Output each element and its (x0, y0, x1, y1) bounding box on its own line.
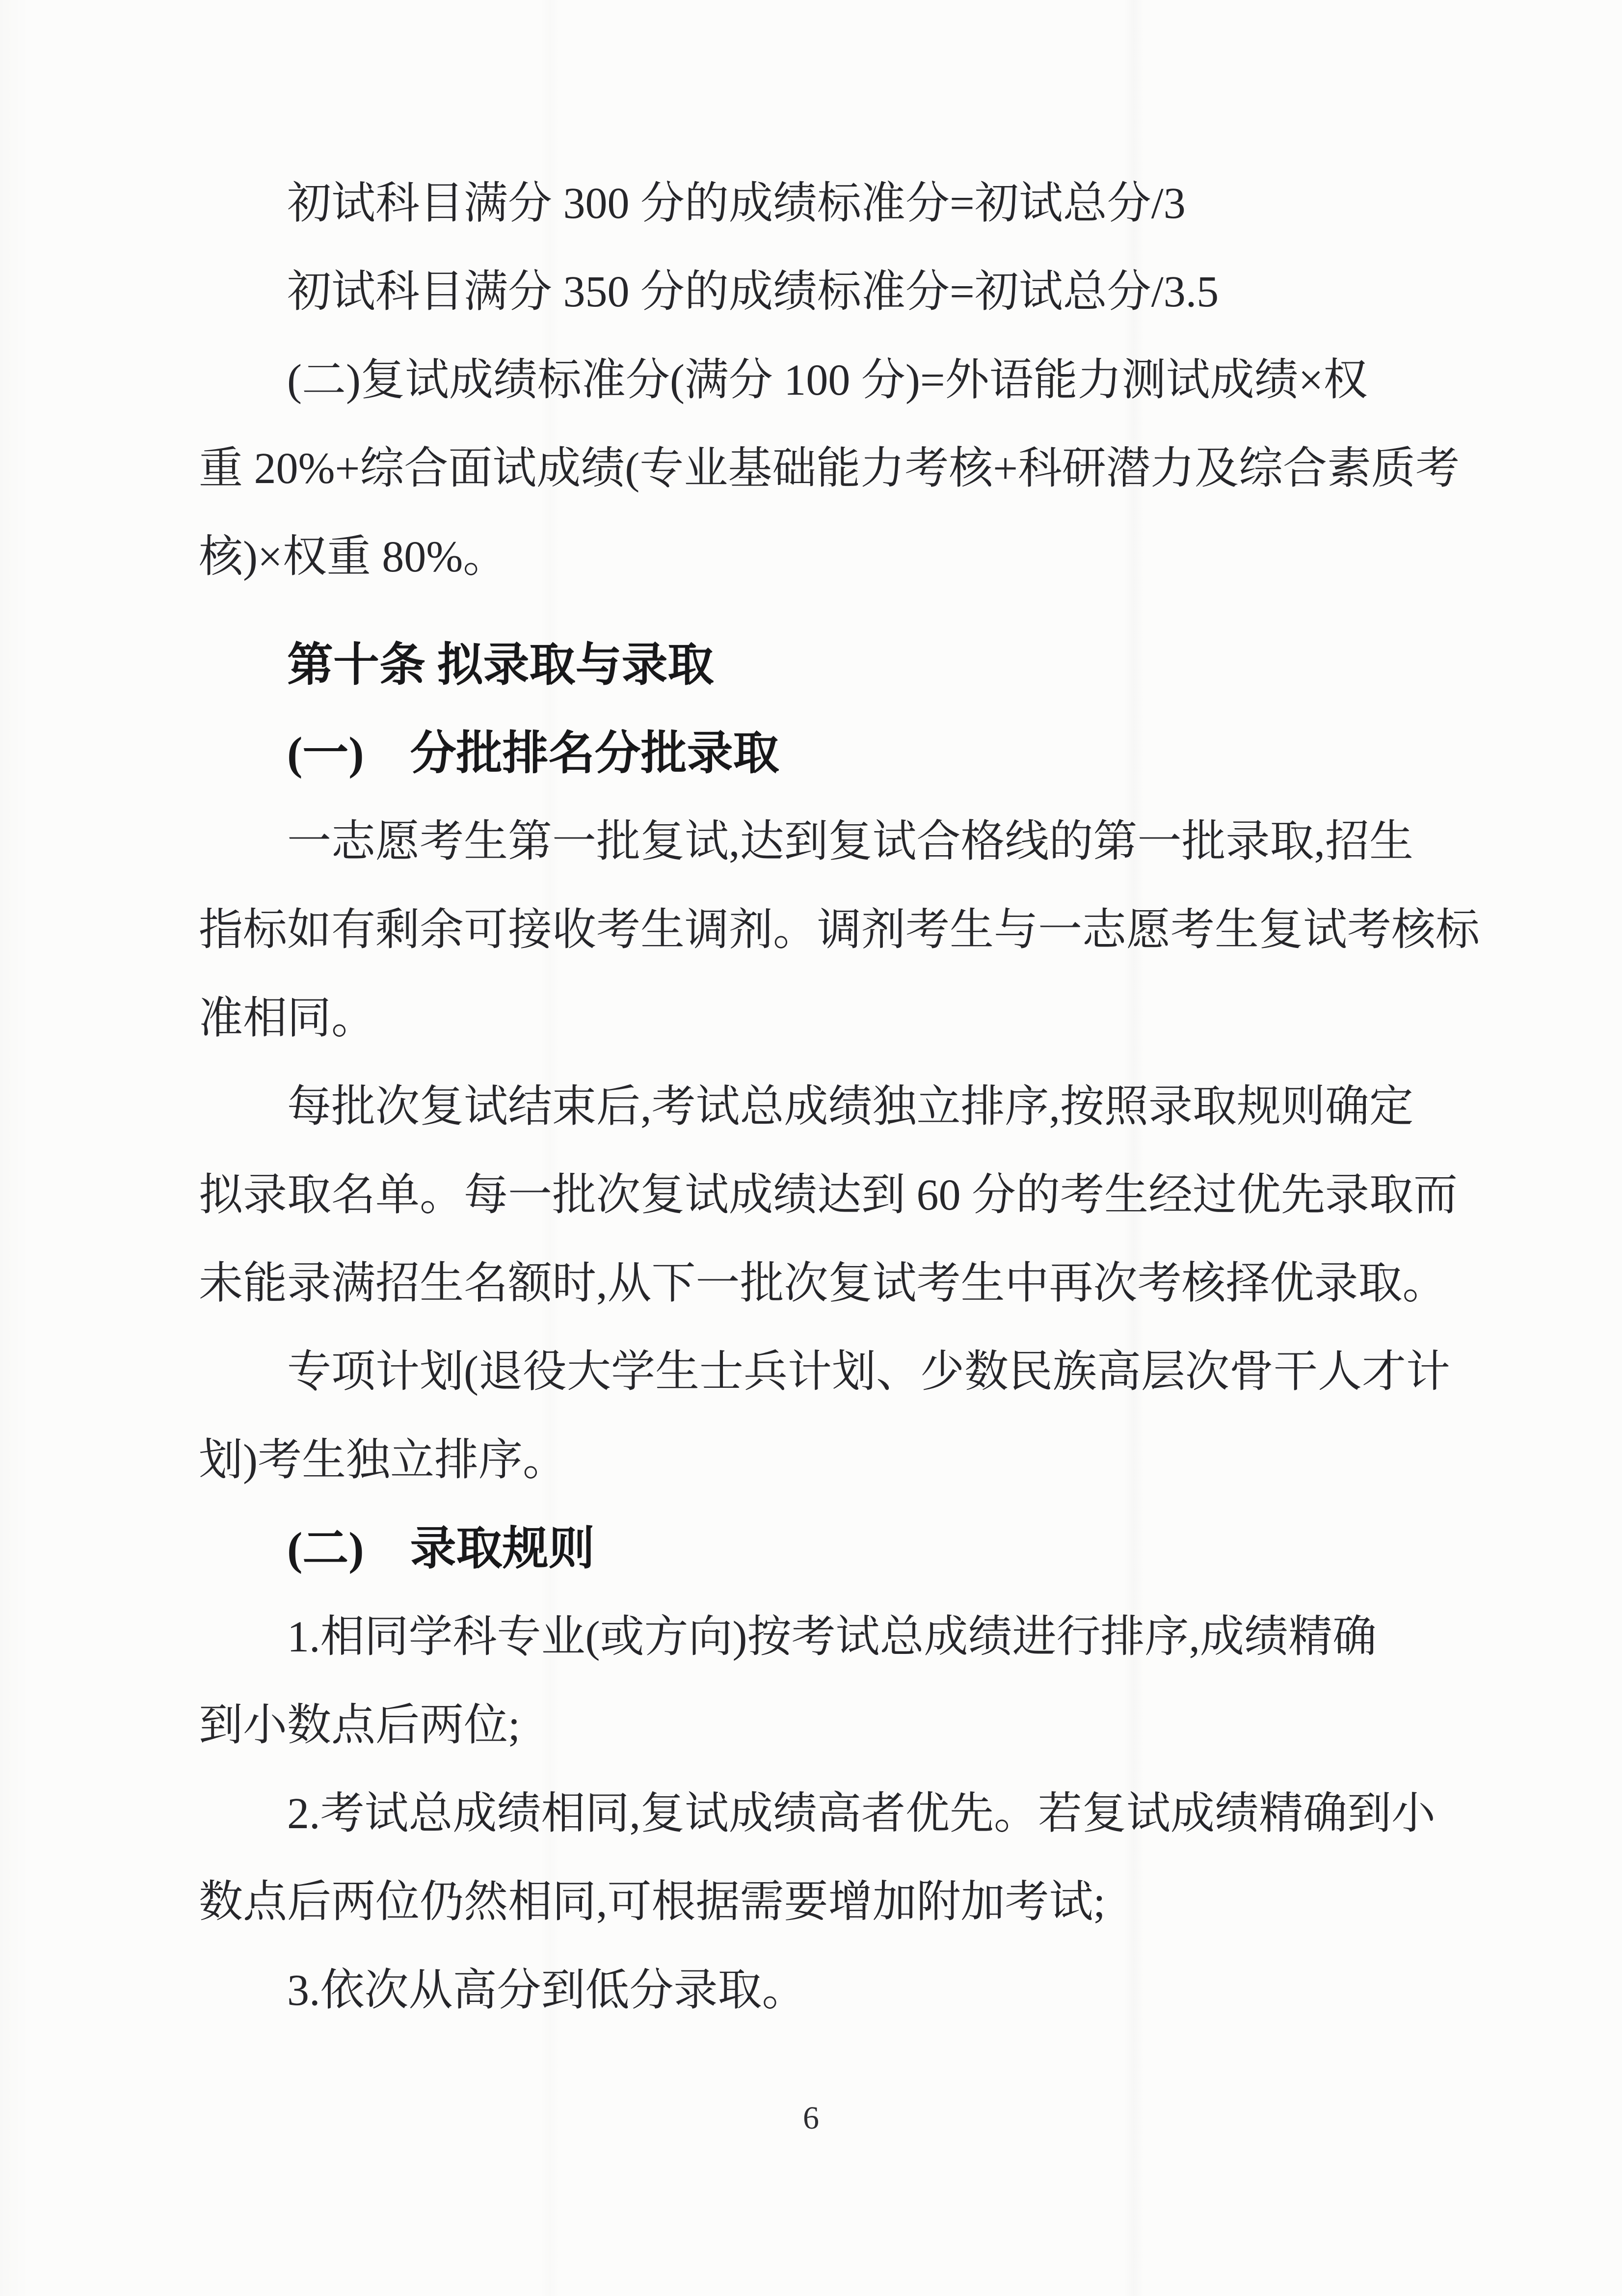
formula-standard-score-300: 初试科目满分 300 分的成绩标准分=初试总分/3 (287, 179, 1186, 228)
rule-3-line: 3.依次从高分到低分录取。 (287, 1966, 806, 2015)
para-batch-order-line-1: 每批次复试结束后,考试总成绩独立排序,按照录取规则确定 (287, 1082, 1413, 1131)
para-first-choice-line-1: 一志愿考生第一批复试,达到复试合格线的第一批录取,招生 (287, 817, 1413, 866)
document-body (199, 160, 1494, 2035)
para-special-plan-line-2: 划)考生独立排序。 (199, 1436, 567, 1485)
rule-1-line-1: 1.相同学科专业(或方向)按考试总成绩进行排序,成绩精确 (287, 1613, 1377, 1661)
item-2-retest-score-formula-line-2: 重 20%+综合面试成绩(专业基础能力考核+科研潜力及综合素质考 (199, 444, 1460, 493)
para-first-choice-line-3: 准相同。 (199, 994, 375, 1043)
section-1-heading-batch-ranking: (一) 分批排名分批录取 (287, 728, 779, 779)
para-batch-order-line-3: 未能录满招生名额时,从下一批次复试考生中再次考核择优录取。 (199, 1259, 1447, 1308)
formula-standard-score-350: 初试科目满分 350 分的成绩标准分=初试总分/3.5 (287, 268, 1219, 316)
rule-2-line-2: 数点后两位仍然相同,可根据需要增加附加考试; (199, 1878, 1106, 1926)
section-2-heading-admission-rules: (二) 录取规则 (287, 1523, 595, 1574)
article-10-heading: 第十条 拟录取与录取 (287, 640, 714, 691)
item-2-retest-score-formula-line-3: 核)×权重 80%。 (199, 533, 507, 581)
item-2-retest-score-formula-line-1: (二)复试成绩标准分(满分 100 分)=外语能力测试成绩×权 (287, 356, 1368, 405)
para-special-plan-line-1: 专项计划(退役大学生士兵计划、少数民族高层次骨干人才计 (287, 1348, 1450, 1396)
para-first-choice-line-2: 指标如有剩余可接收考生调剂。调剂考生与一志愿考生复试考核标 (199, 906, 1480, 954)
rule-1-line-2: 到小数点后两位; (199, 1701, 521, 1750)
para-batch-order-line-2: 拟录取名单。每一批次复试成绩达到 60 分的考生经过优先录取而 (199, 1171, 1458, 1219)
page-number: 6 (803, 2100, 819, 2136)
rule-2-line-1: 2.考试总成绩相同,复试成绩高者优先。若复试成绩精确到小 (287, 1789, 1436, 1838)
